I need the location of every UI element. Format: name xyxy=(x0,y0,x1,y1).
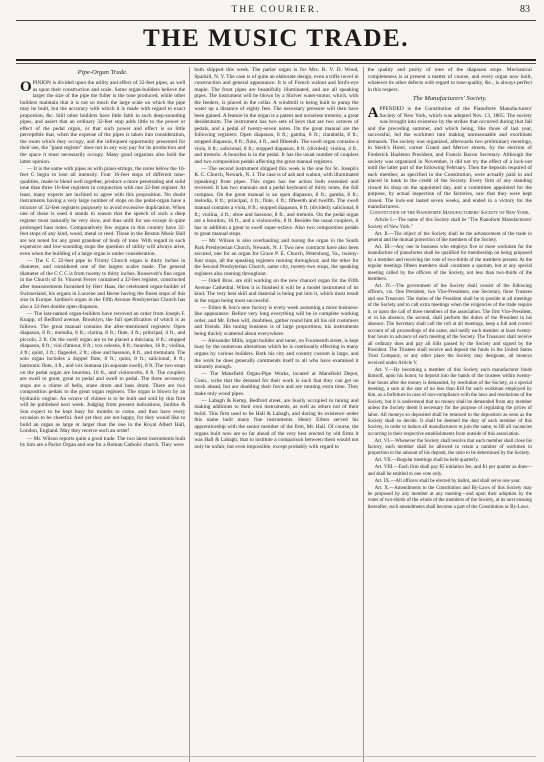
paragraph: — Mr. Wilson is also overhauling and tuning the organ in the South Park Presbyterian Church, Newark, N. J. Two new contracts have also been secured, one for an organ for Grace P. E. Church, Petersburg, Va., twenty-four stops, all the speaking registers running throughout; and the other for the Second Presbyterian Church, same city, twenty-two stops, the speaking registers also running throughout. xyxy=(194,238,359,277)
column-2 xyxy=(189,67,362,762)
article-1: Article I.—The name of this Society shall be "The Pianoforte Manufacturers' Society of New York." xyxy=(367,218,532,230)
section-masthead: THE MUSIC TRADE. xyxy=(16,21,536,61)
constitution-title: Constitution of the Pianoforte Manufacturers' Society of New York. xyxy=(369,211,530,217)
paragraph xyxy=(368,106,532,211)
paragraph: — Mr. Wilson reports quite a good trade. The two latest instruments built by him are a Parlor Organ and one for a Roman Catholic church. They were xyxy=(20,435,186,449)
paragraph: — The Mansfield Organ-Pipe Works, located at Mansfield Depot, Conn., write that the demand for their work is such that they can get no stock ahead, but are doubling their force and are running extra time. They make only wood pipes. xyxy=(194,371,359,397)
page-number: 83 xyxy=(520,4,530,15)
publication-name: THE COURIER. xyxy=(231,5,321,15)
article-10: Art. X.—Amendments to the Constitution and By-Laws of this Society may be proposed by any member at any meeting—and upon their adoption by the votes of two-thirds of the whole of the members of the Society, at its next ensuing thereafter, such amendments shall become a part of the Constitution or By-Laws. xyxy=(367,485,532,510)
paragraph: — Labagh & Kemp, Bedford street, are busily occupied in tuning and making additions to their own instruments, as well as others not of their build. This firm used to be Hall & Labagh, and during its existence under this name built many fine instruments. Henry Erben served his apprenticeship with the senior member of the firm, Mr. Hall. Of course, the organs built now are so far ahead of the very best erected by old firms it was Hall & Labagh, that to institute a comparison between them would not only be unfair, but even impossible, except probably with regard to xyxy=(194,397,359,450)
paragraph: — Alexander Mills, organ builder and tuner, on Fourteenth street, is kept busy by the numerous alterations which he is continually effecting in many organs by various builders. Both his city and country custom is large, and the work he does generally commends itself to all who have examined it minutely enough. xyxy=(194,337,359,371)
paragraph: the quality and purity of tone of the diapason stops. Mechanical completeness is at present a matter of course, and every organ now built, whatever its other defects with regard to tone-quality, &c., is always perfect in this respect. xyxy=(367,67,532,93)
article-2: Art. II.—The object of the Society shall be the advancement of the trade in general and the mutual protection of the members of the Society. xyxy=(367,231,532,244)
article-6: Art. VI.—Whenever the Society shall resolve that each member shall close his factory, each member shall be allowed to retain a number of workmen in proportion to the amount of his deposit, the ratio to be determined by the Society. xyxy=(367,438,532,457)
paragraph: — The last-named organ-builders have received an order from Joseph F. Knapp, of Bedford avenue, Brooklyn, the full specification of which is as follows. The great manual contains the after-mentioned registers: Open diapason, 8 ft.; melodia, 8 ft.; clarina, 8 ft.; flute, 4 ft.; principal, 4 ft., and piccolo, 2 ft. On the swell organ are to be placed a dulciana, 8 ft.; stopped diapason, 8 ft.; viol d'amour, 8 ft.; vox celestis, 8 ft.; bourdon, 16 ft.; violina, 4 ft.; quint, 3 ft.; flageolet, 2 ft.; oboe and bassoon, 8 ft., and tremulant. The solo organ includes a doppel flute, 8 ft.; quint, 8 ft.; salicional, 8 ft.; harmonic flute, 4 ft., and vox humana (in separate swell), 8 ft. The two stops on the pedal organ are bourdon, 16 ft., and violoncello, 8 ft. The couplers are swell to great, great to pedal and swell to pedal. The three accessory stops are a chime of bells, snare drum and bass drum. There are two composition pedals to the great organ registers. The organ is blown by an hydraulic engine. An octave of chimes is to be built and sold by this firm will be published next week. Judging from present indications, Jardine & Son expect to be kept busy for months to come, and thus have every occasion to be cheerful. And yet they are not happy, for they would like to build an organ as large or larger than the one in the Royal Albert Hall, London, England. May they receive such an order! xyxy=(20,310,186,435)
running-header xyxy=(16,0,536,21)
drop-cap: A xyxy=(367,105,379,122)
article-3: Art. III.—Any one in business who employs five or more workmen for the manufacture of pianofortes shall be qualified for membership on being proposed by a member and receiving the vote of two-thirds of the members present. At the regular meetings fifteen members shall constitute a quorum, but at any special meeting called by the officers of the Society, not less than two-thirds of the members. xyxy=(367,244,532,282)
paragraph: — The C C 32-feet pipe in Trinity Church organ is thirty inches in diameter, and considered one of the largest scales made. The general diameter of the C C C is from twenty to thirty inches. Roosevelt's fine organ in the Church of St. Vincent Ferrer contained a 32-feet register, constructed after measurements furnished by Herr Haas, the celebrated organ-builder of Switzerland, his organs in Lucerne and Berne having the finest stops of this size in Europe. Jardine's organ in the Fifth Avenue Presbyterian Church has also a 32-feet double open diapason. xyxy=(20,257,186,310)
paragraph: — Odell Bros. are still working on the new chancel organ for the Fifth Avenue Cathedral. When it is finished it will be a model instrument of its kind. The very best skill and material is being put into it, which must result in the organ being most successful. xyxy=(194,278,359,304)
article-5: Art. V.—By becoming a member of this Society each manufacturer binds himself, upon his honor, to deposit into the hands of the trustees within twenty-four hours after the money is demanded, by resolution of the Society, at a special meeting, a sum at the rate of no less than $10 for each workman employed by him, as a forfeiture in case of non-compliance with the laws and resolutions of the Society, but it is understood that no money shall be demanded from any member unless the Society deem it necessary for the purpose of regulating the prices of labor. All moneys so deposited shall be returned to the depositors as soon as the Society shall so decide. It shall be deemed the duty of each member of this Society, in order to induce all manufacturers to join the same, to fill all vacancies occurring in their respective establishments from outside of this association. xyxy=(367,367,532,437)
article-columns xyxy=(16,67,536,762)
paragraph-text: PINION is divided upon the utility and effect of 32-feet pipes, as well as upon their construction and scale. Some organ-builders believe the larger the size of the pipe the fuller is the tone produced, while other builders maintain that it is not so much the large scale on which the pipe may be built, but the accuracy with which it is made with regard to exact proportion, &c. Still other builders have little faith in such deep-sounding pipes, and assert that an ordinary 32-feet stop adds little to the power or effect of the pedal organ, or that such power and effect is so little perceptible that, when the expense of the pipes is taken into consideration, the room which they occupy, and the infrequent opportunity presented for their use, the "giant register" does not in any way pay for its production and the space it must necessarily occupy. Many good organists also hold the latter opinion. xyxy=(20,80,186,165)
paragraph: — Erben & Son's new factory is every week assuming a more business-like appearance. Before very long everything will be in complete working order, and Mr. Erben will, doubtless, gather round him all his old customers and friends. His tuning business is of large proportions, his instruments being thickly scattered about everywhere. xyxy=(194,304,359,337)
paragraph: both shipped this week. The parlor organ is for Mrs. R. V. D. Wood, Sparkill, N. Y. The case is of quite an elaborate design, even a trifle novel in construction and general appearance. It is of French walnut and bird's-eye maple. The front pipes are beautifully illuminated, and are all speaking pipes. The instrument will be blown by a Shriver water-motor, which, with the feeders, is placed in the cellar. A windmill is being built to pump the water up a distance of eighty feet. The necessary pressure will then have been gained. A feature in the organ is a patent and noiseless tremolo, a great desideratum. The instrument has two sets of keys that are two octaves of pedals, and a pedal of twenty-seven notes. On the great manual are the following registers: Open diapason, 8 ft.; gamba, 8 ft.; clarabella, 8 ft.; stopped diapason, 8 ft.; flute, 4 ft., and fifteenth. The swell organ contains a viola, 8 ft.; salicional, 8 ft.; stopped diapason, 8 ft. (divided); violina, 4 ft., and tremolo. A bourdon is in the pedal. It has the usual number of couplers and two composition pedals affecting the great manual registers. xyxy=(194,67,359,165)
paragraph: — It is the same with pipes as with piano-strings, the notes below the 16-feet C begin to lose all intensity. Four 16-feet stops of different tone-qualities, made to blend well together, produce a more penetrating and solid tone than three 16-feet registers in conjunction with one 32-feet register. At least, many experts are inclined to agree with this proposition. No doubt instruments having a very large number of stops on the pedal-organ have a mixture of 32-feet registers purposely to avoid excessive duplication. When one of these is used it stands to reason that the speech of such a deep register must naturally be very slow, and thus unfit for use except in quite prolonged bass notes. Comparatively few organs in this country have 32-feet stops of any kind, wood, metal or reed. Those in the Boston Music Hall are not noted for any great grandeur of body of tone. With regard to such expensive and low-sounding stops the question of utility will always arise, even when the building of a large organ is under consideration. xyxy=(20,165,186,257)
paragraph: — The second instrument shipped this week is the one for St. Joseph's R. C. Church, Newark, N. J. The case is of ash and walnut, with illuminated (speaking) front pipes. This organ has the action both extended and reversed. It has two manuals and a pedal keyboard of thirty notes, the full compass. On the great manual is an open diapason, 8 ft.; gamba, 8 ft.; melodia, 8 ft.; principal, 4 ft.; flute, 4 ft.; fifteenth and twelfth. The swell manual contains a viola, 8 ft.; stopped diapason, 8 ft. (divided); salicional, 8 ft.; violina, 4 ft.; oboe and bassoon, 8 ft., and tremolo. On the pedal organ are a bourdon, 16 ft., and a violoncello, 8 ft. Besides the usual couplers, it has in addition a great to swell super-octave. Also two composition pedals to great manual stops. xyxy=(194,165,359,238)
column-3 xyxy=(363,67,536,762)
page-bottom-rule xyxy=(16,756,536,757)
paragraph-text: PPENDED is the Constitution of the Pianoforte Manufacturers' Society of New York, which was adopted Nov. 13, 1865. The society was brought into existence by the strikes that occurred during that fall and the preceding summer, and which being, like those of last year, successful, led the workmen into making unreasonable and exorbitant demands. The society was organized, afterwards two preliminary meetings, in Steck's Hotel, corner Grand and Mercer streets, by the election of Frederick Hazleton President, and Francis Bacon Secretary. Although the society was organized in November, it did not try the effect of a lock-out until the latter part of the following February. Then the deposits required of each member, as specified in the Constitution, were actually paid in and placed in bank to the credit of the Society. Every firm of any standing closed its shop on the appointed day, and a committee appointed for the purpose, by actual inspection of the factories, saw that they were kept closed. The lock-out lasted seven weeks, and ended in a victory for the manufacturers. xyxy=(367,106,532,211)
article-8: Art. VIII.—Each firm shall pay $5 initiation fee, and $1 per quarter as dues—and shall be entitled to one vote only. xyxy=(367,465,532,477)
article-9: Art. IX.—All officers shall be elected by ballot, and shall serve one year. xyxy=(374,478,521,484)
paragraph xyxy=(20,80,185,165)
article-4: Art. IV.—The government of the Society shall consist of the following officers, viz. One President, two Vice-Presidents, one Secretary, three Trustees and one Treasurer. The duties of the President shall be to preside at all meetings of the Society and to call extra meetings when the exigencies of the trade require it, or upon the call of three members of the association. The first Vice-President, or in his absence, the second, shall perform the duties of the President in his absence. The Secretary shall call the roll at all meetings, keep a full and correct account of all proceedings of the same, and notify each member at least twenty-four hours in advance of each meeting of the Society. The Treasurer shall receive all ordinary dues and pay all bills passed by the Society and signed by the President. The Trustees shall receive and deposit the funds in the United States Trust Company, or any other place the Society may designate, all moneys received under Article V. xyxy=(367,283,532,366)
article-7: Art. VII.—Regular meetings shall be held quarterly. xyxy=(374,458,479,464)
article-heading-pipe-organ: Pipe-Organ Trade. xyxy=(77,69,128,76)
column-1 xyxy=(16,67,189,762)
drop-cap: O xyxy=(20,79,32,95)
article-heading-manufacturers-society: The Manufacturers' Society. xyxy=(412,95,487,103)
